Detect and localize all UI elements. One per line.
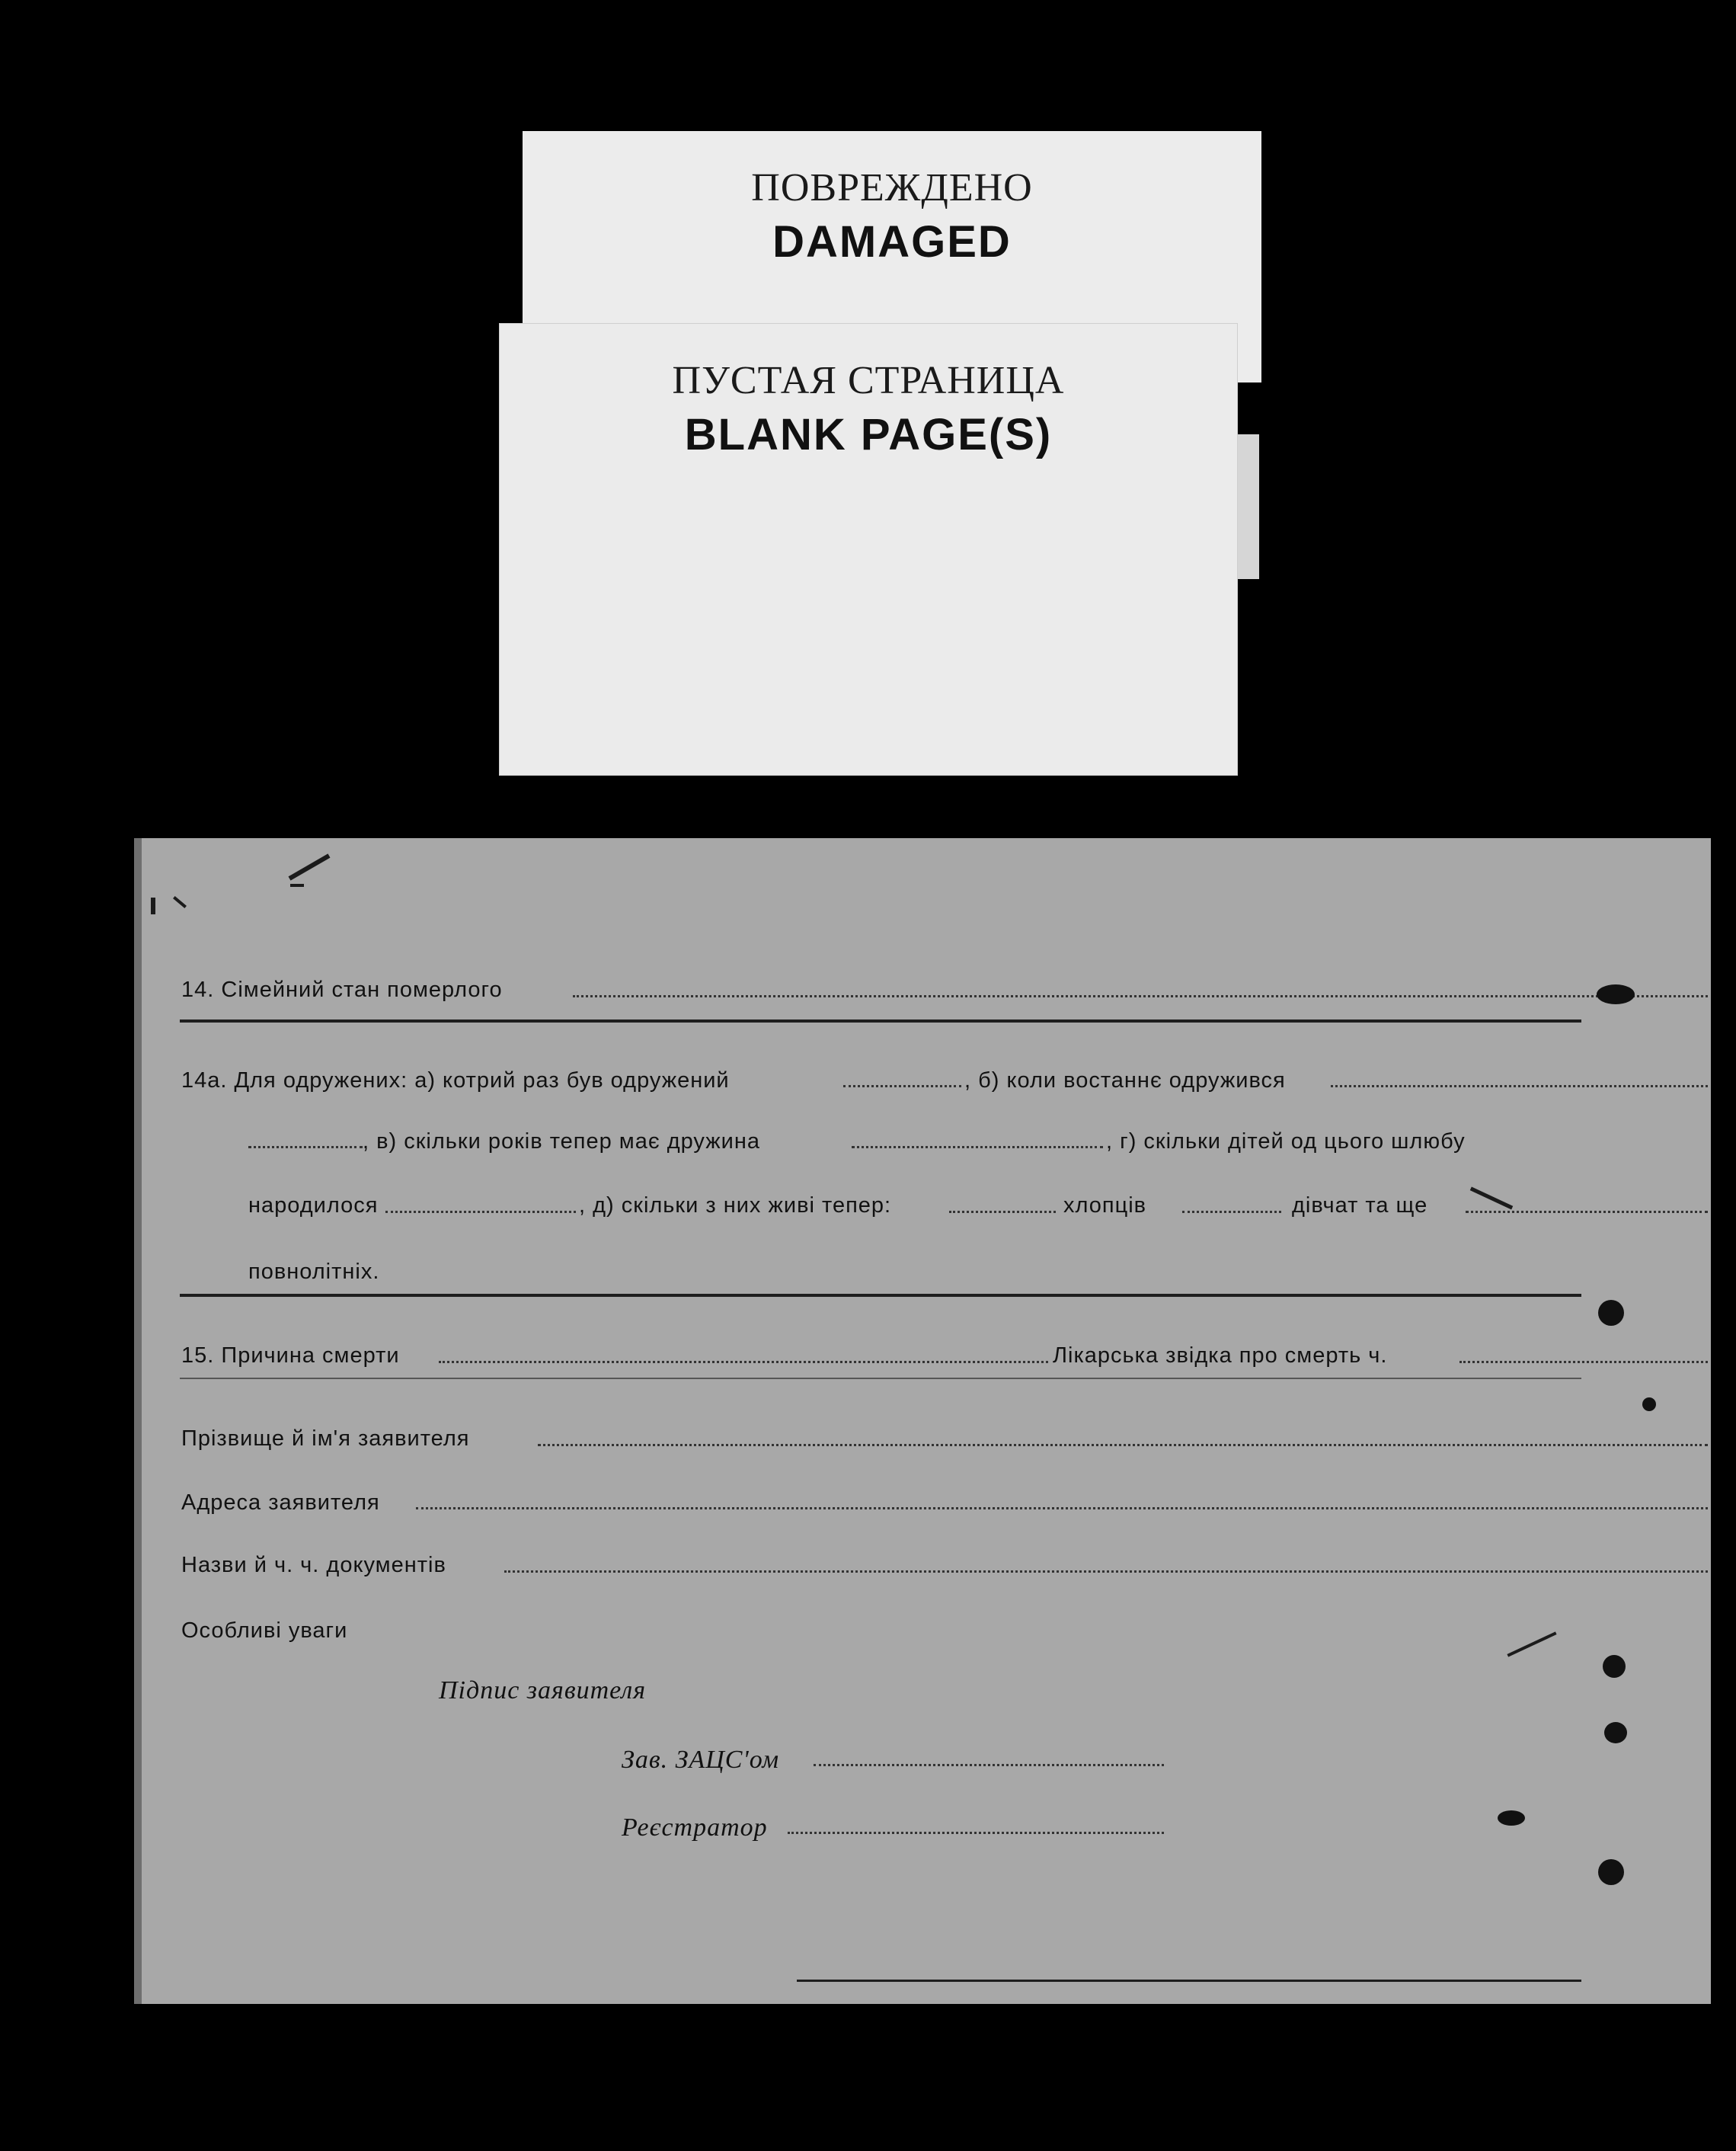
q14a-boys-field[interactable] — [1182, 1211, 1281, 1213]
q14a-born-label: народилося — [248, 1193, 379, 1218]
q14a-b-label: , б) коли востаннє одружився — [964, 1068, 1286, 1093]
tear-mark — [1507, 1631, 1556, 1656]
q14a-d-label: , д) скільки з них живі тепер: — [579, 1193, 892, 1218]
registrar-field[interactable] — [788, 1832, 1164, 1834]
blank-label-en: BLANK PAGE(S) — [684, 410, 1053, 459]
q15-rule — [180, 1378, 1581, 1379]
applicant-name-field[interactable] — [538, 1444, 1708, 1446]
q14a-adults-label: повнолітніх. — [248, 1260, 380, 1284]
ink-mark — [151, 898, 155, 914]
q14a-girls-label: дівчат та ще — [1292, 1193, 1428, 1218]
registrar-label: Реєстратор — [622, 1813, 768, 1842]
signature-label: Підпис заявителя — [439, 1676, 647, 1704]
q14a-rule — [180, 1294, 1581, 1297]
bottom-rule — [797, 1980, 1581, 1982]
applicant-name-label: Прізвище й ім'я заявителя — [181, 1426, 470, 1451]
ink-mark — [289, 853, 331, 880]
damage-hole — [1598, 1300, 1624, 1326]
damage-hole — [1642, 1397, 1656, 1411]
damage-hole — [1498, 1810, 1525, 1826]
q14a-g-label: , г) скільки дітей од цього шлюбу — [1106, 1129, 1466, 1154]
applicant-address-field[interactable] — [416, 1507, 1708, 1509]
q14-label: 14. Сімейний стан померлого — [181, 978, 503, 1002]
head-label: Зав. ЗАЦС'ом — [622, 1746, 780, 1774]
ink-mark — [290, 884, 304, 887]
documents-label: Назви й ч. ч. документів — [181, 1553, 446, 1577]
q15-cause-field[interactable] — [439, 1361, 1048, 1363]
q14a-boys-label: хлопців — [1063, 1193, 1147, 1218]
card-edge — [1236, 434, 1259, 579]
q14a-wife-age-field[interactable] — [852, 1146, 1103, 1148]
q14a-v-label: , в) скільки років тепер має дружина — [363, 1129, 761, 1154]
q15-cert-label: Лікарська звідка про смерть ч. — [1053, 1343, 1388, 1368]
head-field[interactable] — [814, 1764, 1164, 1766]
ink-mark — [173, 896, 187, 908]
q14a-born-field[interactable] — [385, 1211, 576, 1213]
applicant-address-label: Адреса заявителя — [181, 1490, 380, 1515]
tear-mark — [1470, 1187, 1513, 1210]
registry-form-sheet — [134, 838, 1711, 2004]
q14a-intro: 14а. Для одружених: а) котрий раз був одружений — [181, 1068, 730, 1093]
blank-label-ru: ПУСТАЯ СТРАНИЦА — [672, 359, 1065, 402]
q14a-times-field[interactable] — [843, 1085, 961, 1087]
damage-hole — [1604, 1722, 1627, 1743]
blank-page-card — [499, 323, 1238, 776]
damage-hole — [1603, 1655, 1626, 1678]
damaged-label-ru: ПОВРЕЖДЕНО — [751, 166, 1033, 210]
damage-hole — [1598, 1859, 1624, 1885]
notes-label: Особливі уваги — [181, 1618, 348, 1643]
damage-hole — [1597, 984, 1635, 1004]
damaged-label-en: DAMAGED — [772, 217, 1012, 267]
documents-field[interactable] — [504, 1570, 1708, 1573]
q15-label: 15. Причина смерти — [181, 1343, 400, 1368]
q14a-last-married-field[interactable] — [1331, 1085, 1708, 1087]
q14-rule — [180, 1019, 1581, 1023]
q15-cert-field[interactable] — [1459, 1361, 1708, 1363]
q14a-girls-field[interactable] — [1466, 1211, 1708, 1213]
q14a-field-2[interactable] — [248, 1146, 363, 1148]
q14a-alive-field[interactable] — [949, 1211, 1056, 1213]
q14-field[interactable] — [573, 995, 1708, 997]
